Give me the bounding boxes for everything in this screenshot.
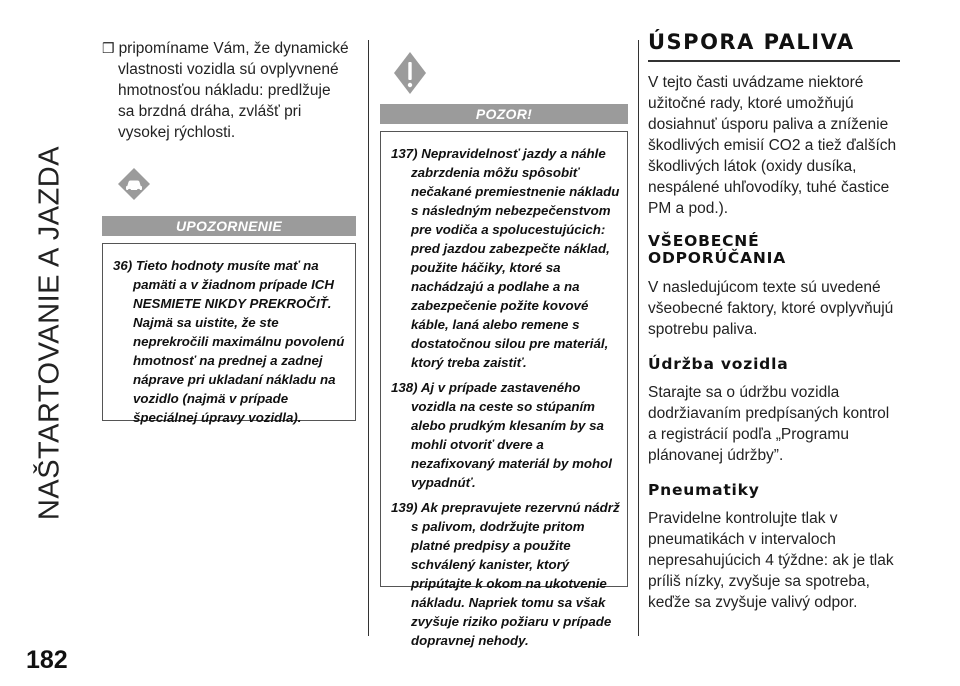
pozor-box: [380, 131, 628, 648]
column-divider-left: [368, 40, 369, 636]
general-recommendations-text: V nasledujúcom texte sú uvedené všeobecné faktory, ktoré ovplyvňujú spotrebu paliva.: [648, 279, 894, 338]
general-recommendations-heading: [648, 233, 900, 267]
upozornenie-box: [102, 243, 356, 425]
fuel-economy-section: [648, 30, 900, 613]
tyres-heading: Pneumatiky: [648, 481, 760, 499]
maintenance-heading: Údržba vozidla: [648, 355, 789, 373]
pozor-header: POZOR!: [380, 104, 628, 124]
intro-paragraph: [102, 38, 350, 143]
car-warning-icon: [116, 166, 152, 202]
general-heading-line1: VŠEOBECNÉ: [648, 232, 760, 250]
maintenance-text: Starajte sa o údržbu vozidla dodržiavaním predpísaných kontrol a registrácií podľa „Programu plánovanej údržby”.: [648, 384, 890, 464]
pozor-item-139: 139) Ak prepravujete rezervnú nádrž s palivom, dodržujte pritom platné predpisy a použite schválený kanister, ktorý pripútajte k okom na ukotvenie nákladu. Napriek tomu sa však zvyšuje riziko požiaru v prípade dopravnej nehody.: [391, 500, 620, 648]
fuel-intro-text: V tejto časti uvádzame niektoré užitočné rady, ktoré umožňujú dosiahnuť úsporu paliva a zníženie škodlivých emisií CO2 a tiež ďalších škodlivých látok (oxidy dusíka, nespálené uhľovodíky, tuhé častice PM a pod.).: [648, 74, 897, 217]
page-number: 182: [26, 646, 68, 674]
intro-text: pripomíname Vám, že dynamické vlastnosti vozidla sú ovplyvnené hmotnosťou nákladu: predlžuje sa brzdná dráha, zvlášť pri vysokej rýchlosti.: [118, 40, 349, 141]
intro-paragraph-block: [102, 38, 350, 143]
column-divider-right: [638, 40, 639, 636]
tyres-text: Pravidelne kontrolujte tlak v pneumatikách v intervaloch nepresahujúcich 4 týždne: ak je tlak príliš nízky, zvyšuje sa spotreba, keďže sa zvyšuje valivý odpor.: [648, 510, 894, 611]
checkbox-bullet-icon: ❒: [102, 40, 115, 56]
pozor-item-137: 137) Nepravidelnosť jazdy a náhle zabrzdenia môžu spôsobiť nečakané premiestnenie nákladu s následným nebezpečenstvom pre vodiča a spolucestujúcich: pred jazdou zabezpečte náklad, použite háčiky, ktoré sa nachádzajú a podlahe a na zabezpečenie požite kovové káble, laná alebo remene s dostatočnou silou pre materiál, ktorý treba zaistiť.: [391, 146, 620, 370]
general-heading-line2: ODPORÚČANIA: [648, 249, 787, 267]
section-title: ÚSPORA PALIVA: [648, 30, 900, 62]
upozornenie-header: UPOZORNENIE: [102, 216, 356, 236]
upozornenie-item-36: 36) Tieto hodnoty musíte mať na pamäti a v žiadnom prípade ICH NESMIETE NIKDY PREKROČIŤ. Najmä sa uistite, že ste neprekročili maximálnu povolenú hmotnosť na prednej a zadnej náprave pri ukladaní nákladu na vozidlo (najmä v prípade špeciálnej úpravy vozidla).: [113, 258, 345, 425]
pozor-item-138: 138) Aj v prípade zastaveného vozidla na ceste so stúpaním alebo prudkým klesaním by sa mohli otvoriť dvere a nezafixovaný materiál by mohol vypadnúť.: [391, 380, 612, 490]
section-side-tab: NAŠTARTOVANIE A JAZDA: [33, 145, 66, 521]
exclamation-warning-icon: [392, 50, 428, 96]
